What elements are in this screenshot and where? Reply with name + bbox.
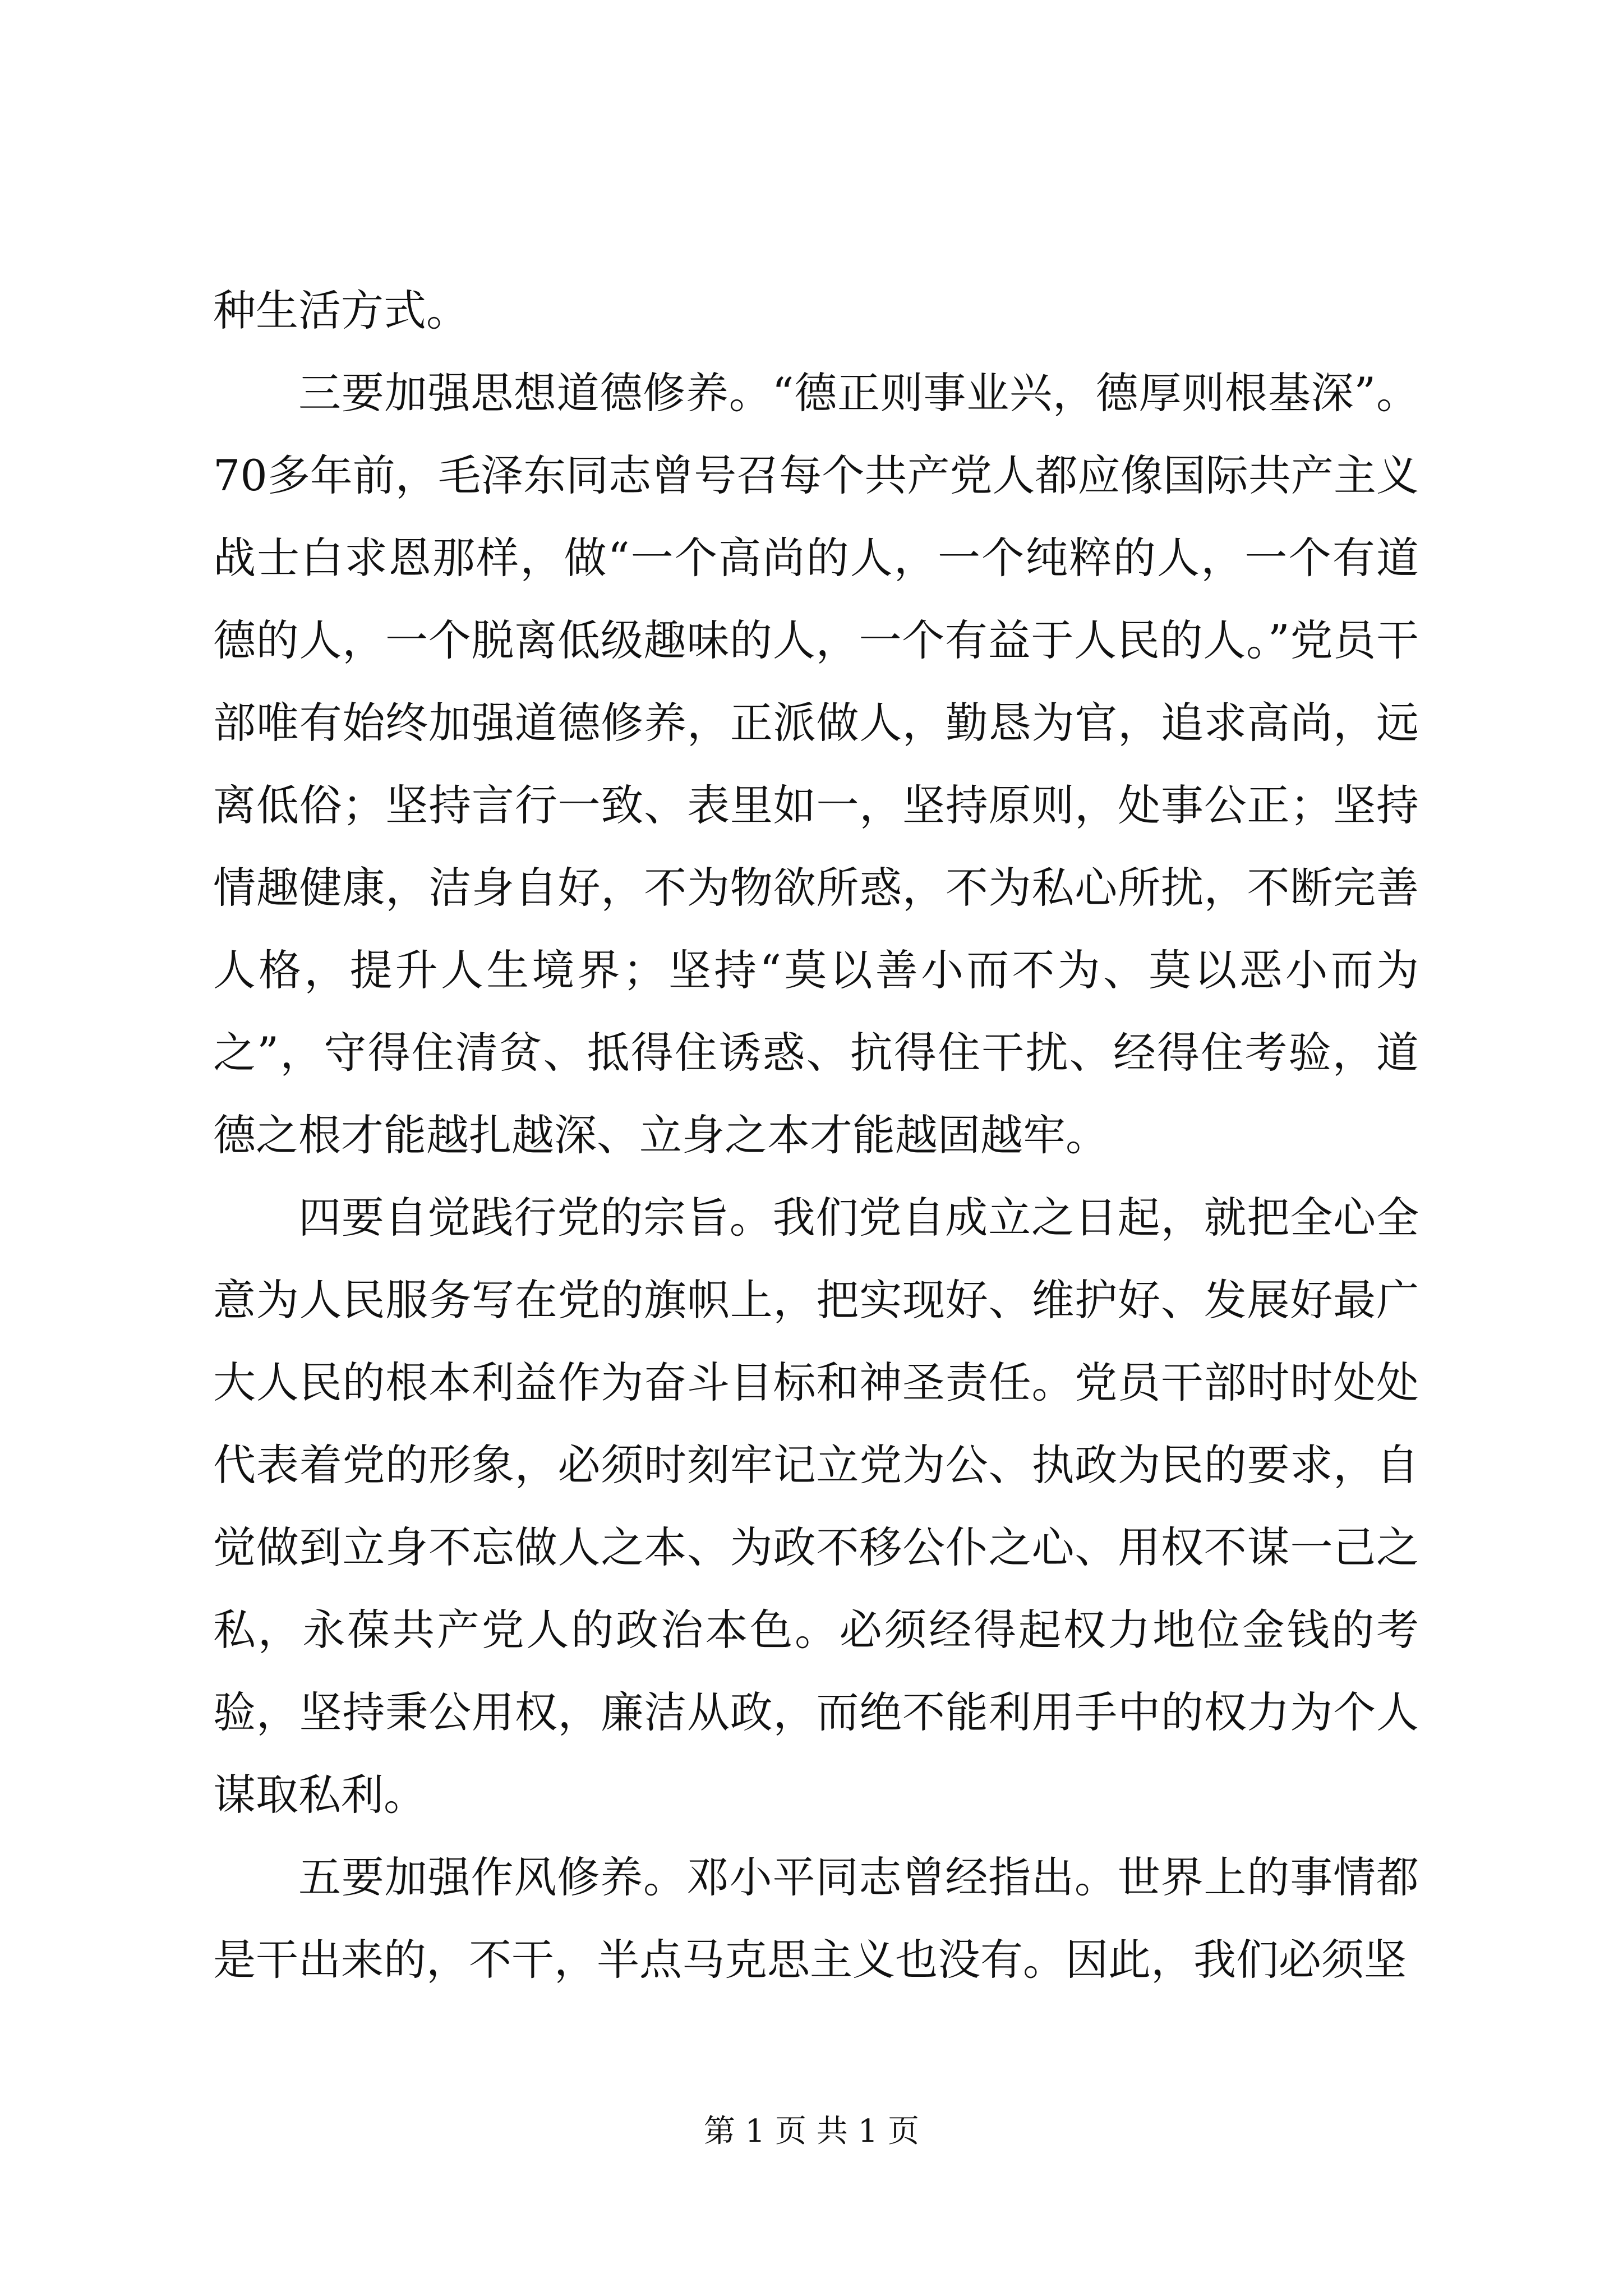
paragraph-continuation: 种生活方式。	[213, 286, 469, 335]
paragraph-moral-cultivation: 三要加强思想道德修养。“德正则事业兴，德厚则根基深”。70多年前，毛泽东同志曾号召每个共产党人都应像国际共产主义战士白求恩那样，做“一个高尚的人，一个纯粹的人，一个有道德的人，一个脱离低级趣味的人，一个有益于人民的人。”党员干部唯有始终加强道德修养，正派做人，勤恳为官，追求高尚，远离低俗；坚持言行一致、表里如一，坚持原则，处事公正；坚持情趣健康，洁身自好，不为物欲所惑，不为私心所扰，不断完善人格，提升人生境界；坚持“莫以善小而不为、莫以恶小而为之”，守得住清贫、抵得住诱惑、抗得住干扰、经得住考验，道德之根才能越扎越深、立身之本才能越固越牢。	[213, 368, 1419, 1160]
paragraph-party-purpose: 四要自觉践行党的宗旨。我们党自成立之日起，就把全心全意为人民服务写在党的旗帜上，把实现好、维护好、发展好最广大人民的根本利益作为奋斗目标和神圣责任。党员干部时时处处代表着党的形象，必须时刻牢记立党为公、执政为民的要求，自觉做到立身不忘做人之本、为政不移公仆之心、用权不谋一己之私，永葆共产党人的政治本色。必须经得起权力地位金钱的考验，坚持秉公用权，廉洁从政，而绝不能利用手中的权力为个人谋取私利。	[213, 1193, 1419, 1820]
paragraph-work-style: 五要加强作风修养。邓小平同志曾经指出。世界上的事情都是干出来的，不干，半点马克思主义也没有。因此，我们必须坚	[213, 1852, 1419, 1985]
document-body	[213, 269, 1419, 2001]
page-footer: 第 1 页 共 1 页	[703, 2113, 920, 2150]
